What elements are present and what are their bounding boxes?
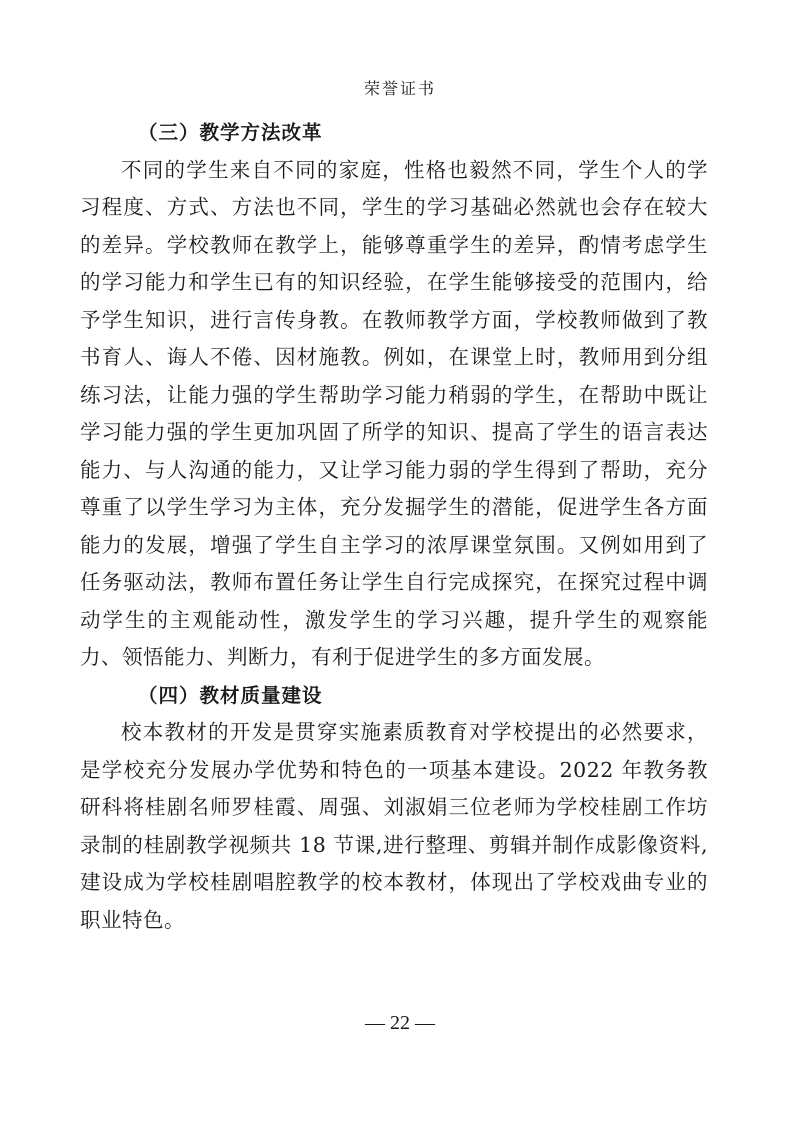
section-heading-textbook-quality: （四）教材质量建设 <box>138 683 323 707</box>
page-number: — 22 — <box>365 1012 435 1034</box>
document-body <box>80 114 708 939</box>
section-paragraph-teaching-methods: 不同的学生来自不同的家庭，性格也毅然不同，学生个人的学习程度、方式、方法也不同，学生的学习基础必然就也会存在较大的差异。学校教师在教学上，能够尊重学生的差异，酌情考虑学生的学习能力和学生已有的知识经验，在学生能够接受的范围内，给予学生知识，进行言传身教。在教师教学方面，学校教师做到了教书育人、诲人不倦、因材施教。例如，在课堂上时，教师用到分组练习法，让能力强的学生帮助学习能力稍弱的学生，在帮助中既让学习能力强的学生更加巩固了所学的知识、提高了学生的语言表达能力、与人沟通的能力，又让学习能力弱的学生得到了帮助，充分尊重了以学生学习为主体，充分发掘学生的潜能，促进学生各方面能力的发展，增强了学生自主学习的浓厚课堂氛围。又例如用到了任务驱动法，教师布置任务让学生自行完成探究，在探究过程中调动学生的主观能动性，激发学生的学习兴趣，提升学生的观察能力、领悟能力、判断力，有利于促进学生的多方面发展。 <box>80 157 708 669</box>
section-heading-teaching-methods: （三）教学方法改革 <box>138 121 323 144</box>
page-header-title: 荣誉证书 <box>363 79 436 98</box>
section-paragraph-textbook-quality: 校本教材的开发是贯穿实施素质教育对学校提出的必然要求，是学校充分发展办学优势和特色的一项基本建设。2022 年教务教研科将桂剧名师罗桂霞、周强、刘淑娟三位老师为学校桂剧工作坊录制的桂剧教学视频共 18 节课,进行整理、剪辑并制作成影像资料,建设成为学校桂剧唱腔教学的校本教材，体现出了学校戏曲专业的职业特色。 <box>80 720 708 932</box>
